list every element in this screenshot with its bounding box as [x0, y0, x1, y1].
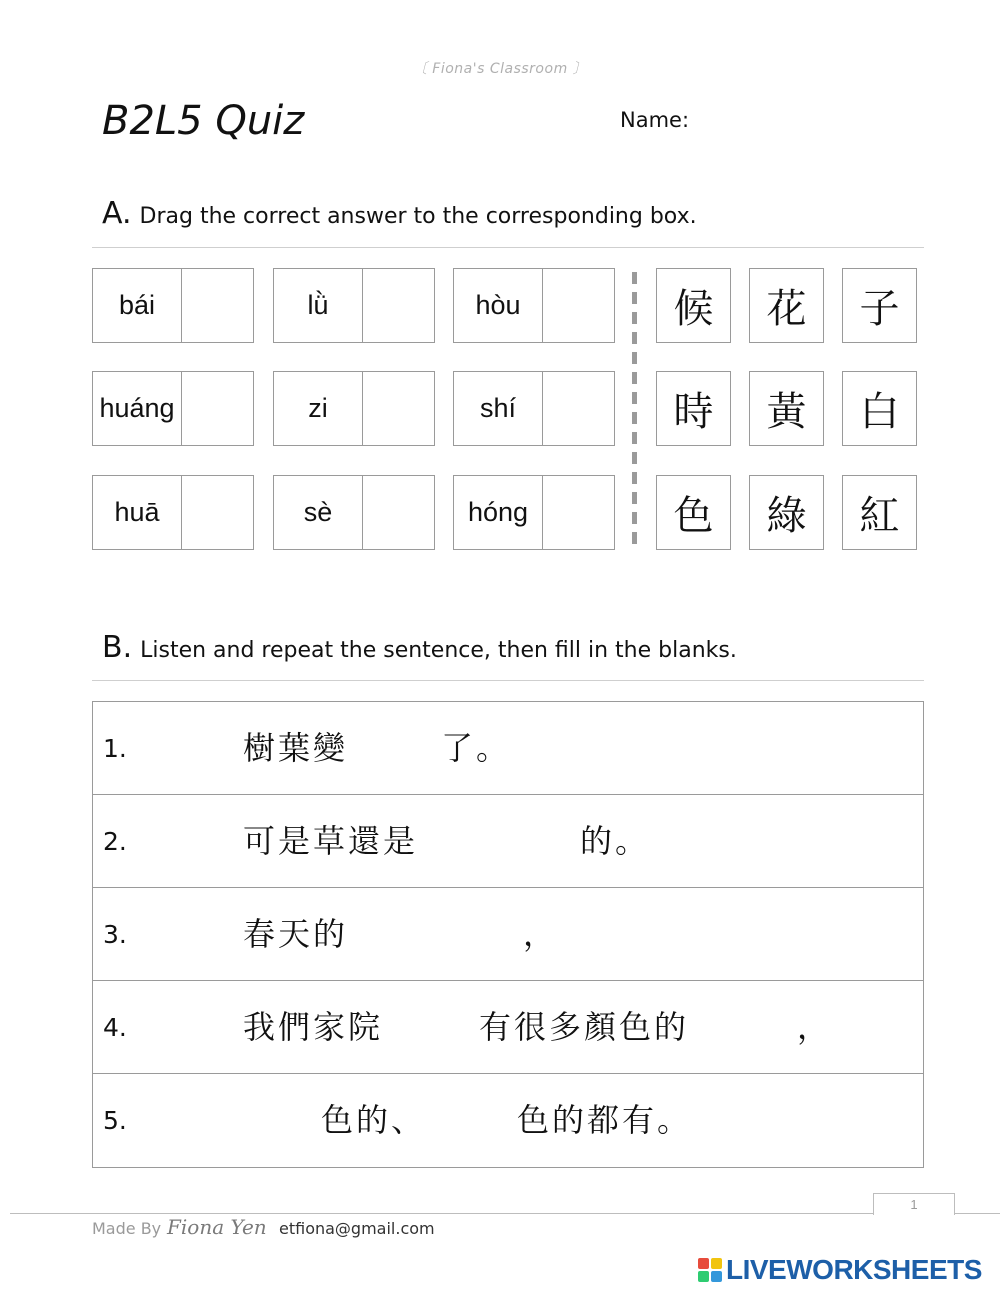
- blank-input[interactable]: [243, 1096, 321, 1144]
- liveworksheets-logo: [698, 1254, 982, 1286]
- author-email: etfiona@gmail.com: [279, 1219, 435, 1238]
- pinyin-pair: [273, 371, 435, 446]
- pinyin-pair: [453, 475, 615, 550]
- sentence-text: 可是草還是: [243, 822, 419, 860]
- dashed-divider: [632, 272, 637, 552]
- name-label: Name:: [620, 108, 690, 132]
- footer-rule: [10, 1213, 1000, 1214]
- pinyin-pair: [273, 475, 435, 550]
- sentence-text: 的。: [580, 822, 651, 860]
- draggable-character[interactable]: 綠: [749, 475, 824, 550]
- blank-input[interactable]: [355, 724, 441, 772]
- sentence-text: 色的都有。: [517, 1101, 693, 1139]
- draggable-character[interactable]: 白: [842, 371, 917, 446]
- blank-input[interactable]: [395, 1003, 477, 1051]
- drop-box[interactable]: [182, 476, 253, 549]
- blank-input[interactable]: [705, 1003, 795, 1051]
- blank-input[interactable]: [431, 817, 579, 865]
- draggable-character[interactable]: 時: [656, 371, 731, 446]
- sentence-row: [93, 1074, 923, 1167]
- pinyin-label: hòu: [454, 269, 543, 342]
- pinyin-label: bái: [93, 269, 182, 342]
- draggable-character[interactable]: 色: [656, 475, 731, 550]
- drop-box[interactable]: [363, 476, 434, 549]
- sentence-row: [93, 702, 923, 795]
- sentence-text: ，: [797, 1008, 833, 1046]
- sentence-number: 3.: [103, 920, 127, 949]
- sentence-row: [93, 795, 923, 888]
- blank-input[interactable]: [433, 1096, 515, 1144]
- pinyin-pair: [92, 371, 254, 446]
- pinyin-pair: [92, 268, 254, 343]
- sentence-text: ，: [523, 915, 559, 953]
- sentence-number: 2.: [103, 827, 127, 856]
- sentence-text: 樹葉變: [243, 729, 349, 767]
- draggable-character[interactable]: 花: [749, 268, 824, 343]
- pinyin-pair: [453, 371, 615, 446]
- drop-box[interactable]: [543, 269, 614, 342]
- pinyin-label: huáng: [93, 372, 182, 445]
- pinyin-label: zi: [274, 372, 363, 445]
- section-b-instruction: Listen and repeat the sentence, then fill in the blanks.: [140, 638, 737, 663]
- section-b-heading: [102, 630, 737, 665]
- pinyin-label: sè: [274, 476, 363, 549]
- draggable-character[interactable]: 候: [656, 268, 731, 343]
- pinyin-label: huā: [93, 476, 182, 549]
- sentence-row: [93, 981, 923, 1074]
- drop-box[interactable]: [363, 372, 434, 445]
- sentence-text: 色的、: [321, 1101, 427, 1139]
- logo-text: LIVEWORKSHEETS: [726, 1254, 982, 1285]
- fill-blank-table: [92, 701, 924, 1168]
- liveworksheets-logo-icon: [698, 1258, 722, 1282]
- author-signature: Fiona Yen: [167, 1215, 267, 1239]
- section-b-divider: [92, 680, 924, 681]
- pinyin-label: lǜ: [274, 269, 363, 342]
- pinyin-pair: [92, 475, 254, 550]
- blank-input[interactable]: [355, 910, 520, 958]
- sentence-row: [93, 888, 923, 981]
- section-a-heading: [102, 196, 697, 231]
- page-title: B2L5 Quiz: [102, 98, 305, 144]
- section-b-letter: B.: [102, 630, 133, 665]
- sentence-text: 了。: [441, 729, 512, 767]
- made-by-label: Made By: [92, 1219, 162, 1238]
- section-a-instruction: Drag the correct answer to the corresponding box.: [139, 204, 697, 229]
- draggable-character[interactable]: 子: [842, 268, 917, 343]
- sentence-number: 1.: [103, 734, 127, 763]
- pinyin-pair: [273, 268, 435, 343]
- drop-box[interactable]: [543, 476, 614, 549]
- pinyin-label: hóng: [454, 476, 543, 549]
- sentence-number: 5.: [103, 1106, 127, 1135]
- section-a-letter: A.: [102, 196, 132, 231]
- draggable-character[interactable]: 紅: [842, 475, 917, 550]
- section-a-divider: [92, 247, 924, 248]
- pinyin-pair: [453, 268, 615, 343]
- drop-box[interactable]: [182, 372, 253, 445]
- drop-box[interactable]: [543, 372, 614, 445]
- sentence-text: 我們家院: [243, 1008, 384, 1046]
- pinyin-label: shí: [454, 372, 543, 445]
- sentence-text: 春天的: [243, 915, 349, 953]
- sentence-number: 4.: [103, 1013, 127, 1042]
- classroom-note: 〔 Fiona's Classroom 〕: [412, 61, 588, 77]
- sentence-text: 有很多顏色的: [479, 1008, 690, 1046]
- draggable-character[interactable]: 黃: [749, 371, 824, 446]
- page-number: 1: [873, 1193, 955, 1215]
- drop-box[interactable]: [363, 269, 434, 342]
- drop-box[interactable]: [182, 269, 253, 342]
